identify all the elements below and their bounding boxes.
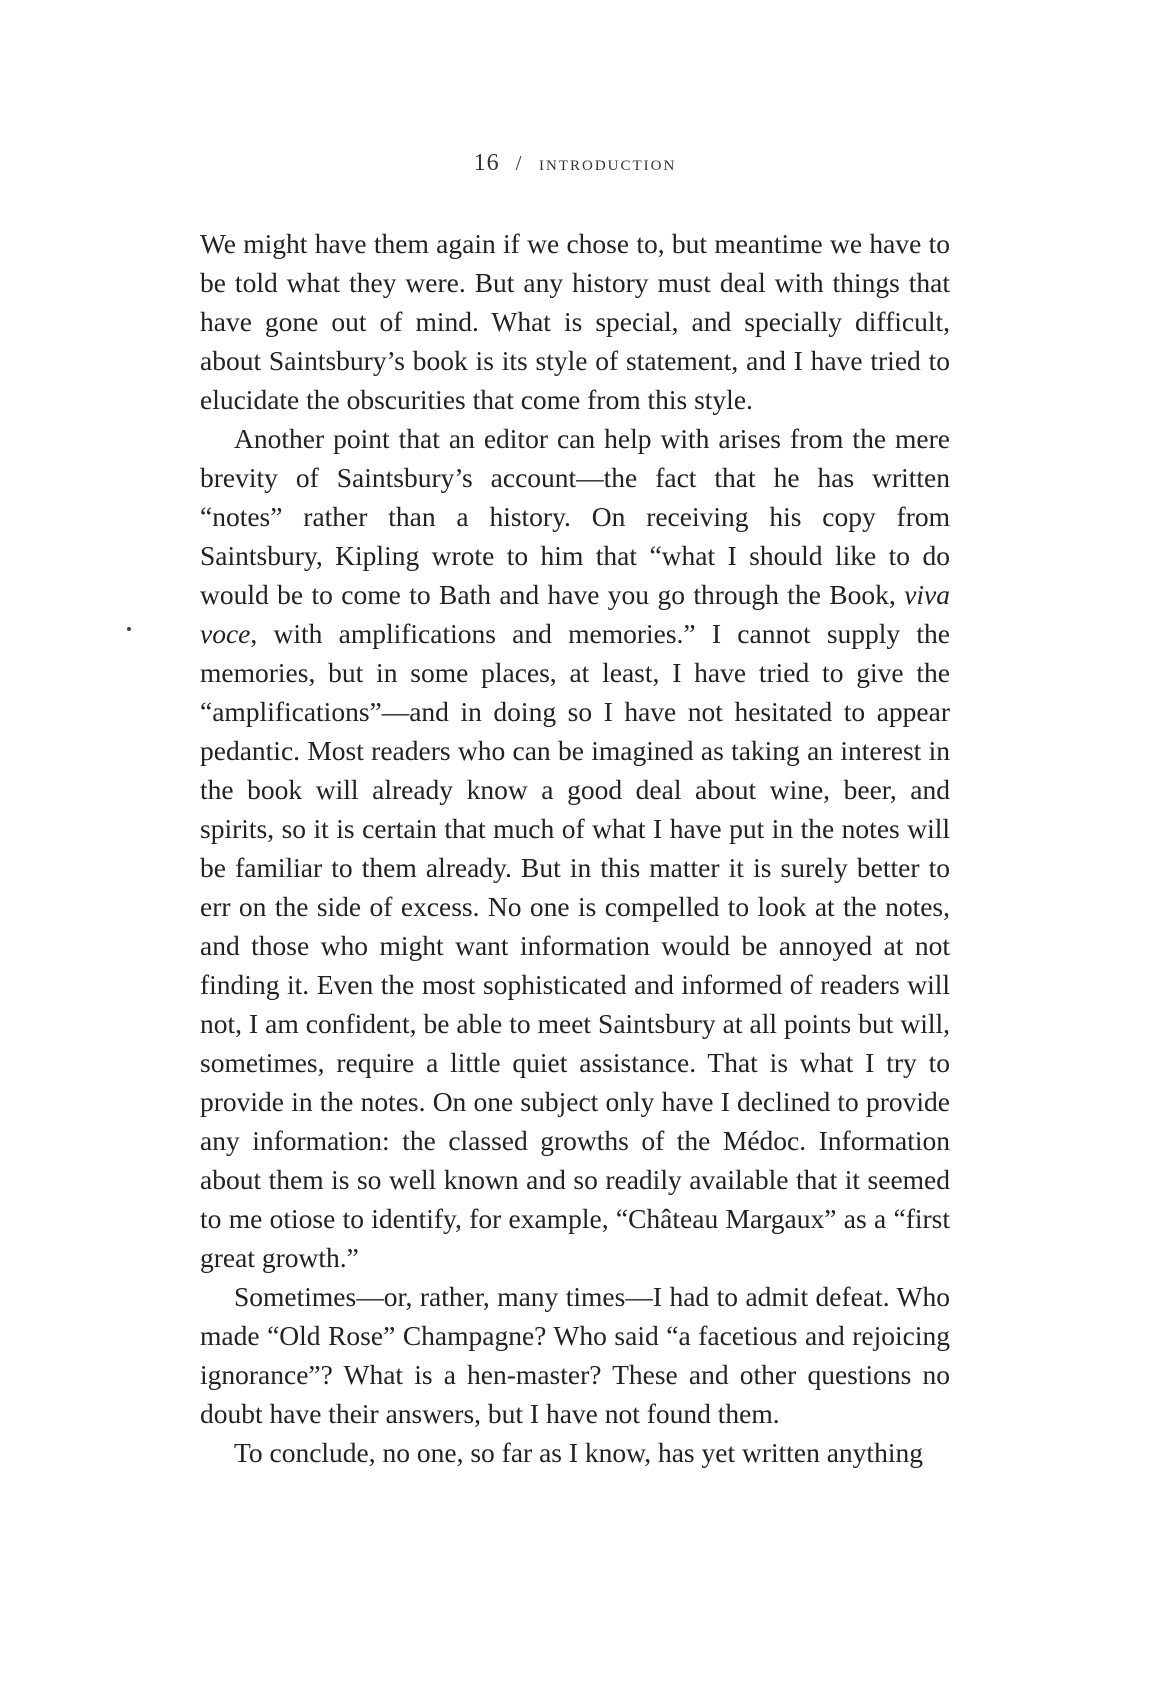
paragraph-3: Sometimes—or, rather, many times—I had to admit defeat. Who made “Old Rose” Champagne? Who said “a facetious and rejoicing ignorance”? What is a hen-master? These and other questions no doubt have their answers, but I have not found them. [200,1281,950,1429]
page-number: 16 [473,150,500,176]
paragraph-4: To conclude, no one, so far as I know, has yet written anything [234,1437,923,1468]
running-head-separator: / [515,151,523,175]
paragraph-2-part-2: , with amplifications and memories.” I cannot supply the memories, but in some places, at least, I have tried to give the “amplifications”—and in doing so I have not hesitated to appear pedantic. Most readers who can be imagined as taking an interest in the book will already know a good deal about wine, beer, and spirits, so it is certain that much of what I have put in the notes will be familiar to them already. But in this matter it is surely better to err on the side of excess. No one is compelled to look at the notes, and those who might want information would be annoyed at not finding it. Even the most sophisticated and informed of readers will not, I am confident, be able to meet Saintsbury at all points but will, sometimes, require a little quiet assistance. That is what I try to provide in the notes. On one subject only have I declined to provide any information: the classed growths of the Médoc. Information about them is so well known and so readily available that it seemed to me otiose to identify, for example, “Château Margaux” as a “first great growth.” [200,618,950,1273]
paragraph-1: We might have them again if we chose to, but meantime we have to be told what they were. But any history must deal with things that have gone out of mind. What is special, and specially difficult, about Saintsbury’s book is its style of statement, and I have tried to elucidate the obscurities that come from this style. [200,228,950,415]
margin-dot-mark [127,627,131,631]
body-text [200,224,950,1472]
italic-phrase: viva voce [200,579,950,649]
paragraph-2-part-1: Another point that an editor can help with arises from the mere brevity of Saintsbury’s account—the fact that he has written “notes” rather than a history. On receiving his copy from Saintsbury, Kipling wrote to him that “what I should like to do would be to come to Bath and have you go through the Book, [200,423,950,610]
paragraph-2 [200,419,950,1277]
running-head [0,150,1150,177]
section-title: introduction [539,151,677,175]
